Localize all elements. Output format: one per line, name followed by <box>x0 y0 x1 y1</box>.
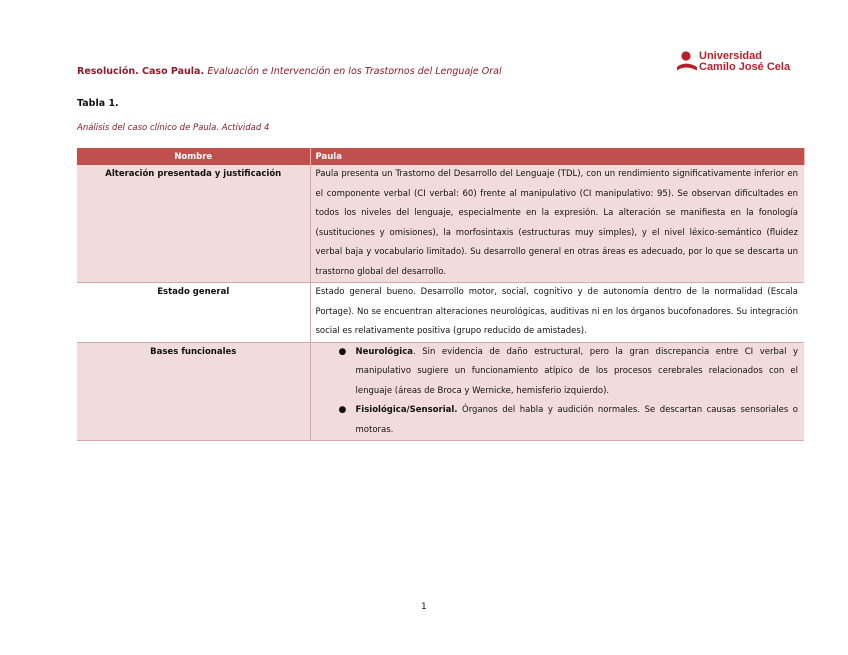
table-row <box>77 342 804 441</box>
table-caption: Análisis del caso clínico de Paula. Actividad 4 <box>77 123 270 133</box>
header-nombre: Nombre <box>77 148 310 165</box>
table-label: Tabla 1. <box>77 98 119 109</box>
logo-line2: Camilo José Cela <box>699 61 791 73</box>
header-title-bold: Resolución. Caso Paula <box>77 66 201 77</box>
table-header-row <box>77 148 804 165</box>
document-header <box>77 66 637 77</box>
university-logo <box>676 50 806 76</box>
row-label: Estado general <box>77 283 310 343</box>
row-text: Paula presenta un Trastorno del Desarrollo del Lenguaje (TDL), con un rendimiento significativamente inferior en el componente verbal (CI verbal: 60) frente al manipulativo (CI manipulativo: 95). Se observan dificultades en todos los niveles del lenguaje, especialmente en la expresión. La alteración se manifiesta en la fonología (sustituciones y omisiones), la morfosintaxis (estructuras muy simples), y el nivel léxico-semántico (fluidez verbal baja y vocabulario limitado). Su desarrollo general en otras áreas es adecuado, por lo que se descarta un trastorno global del desarrollo. <box>310 165 804 283</box>
bullet-text: . Sin evidencia de daño estructural, pero la gran discrepancia entre CI verbal y manipulativo sugiere un funcionamiento atípico de los procesos cerebrales relacionados con el lenguaje (áreas de Broca y Wernicke, hemisferio izquierdo). <box>355 346 798 396</box>
table-row <box>77 165 804 283</box>
row-bullets <box>310 342 804 441</box>
logo-line1: Universidad <box>699 50 762 62</box>
row-label: Bases funcionales <box>77 342 310 441</box>
logo-person-icon <box>676 50 698 74</box>
page-number: 1 <box>421 602 427 612</box>
row-label: Alteración presentada y justificación <box>77 165 310 283</box>
header-title-italic: Evaluación e Intervención en los Trastornos del Lenguaje Oral <box>207 66 502 77</box>
bullet-text: Órganos del habla y audición normales. Se descartan causas sensoriales o motoras. <box>355 405 798 435</box>
table-row <box>77 283 804 343</box>
bullet-lead: Neurológica <box>355 346 413 357</box>
header-paula: Paula <box>310 148 804 165</box>
bullet-icon: ● <box>338 346 347 357</box>
logo-text <box>699 51 790 73</box>
bullet-icon: ● <box>338 405 347 415</box>
bullet-item <box>338 401 799 440</box>
header-title-separator: . <box>200 66 208 77</box>
row-text: Estado general bueno. Desarrollo motor, social, cognitivo y de autonomía dentro de la normalidad (Escala Portage). No se encuentran alteraciones neurológicas, auditivas ni en los órganos bucofonadores. Su integración social es relativamente positiva (grupo reducido de amistades). <box>310 283 804 343</box>
bullet-lead: Fisiológica/Sensorial. <box>355 405 458 415</box>
bullet-list <box>316 343 799 441</box>
bullet-item <box>338 343 799 402</box>
case-analysis-table <box>77 148 805 441</box>
